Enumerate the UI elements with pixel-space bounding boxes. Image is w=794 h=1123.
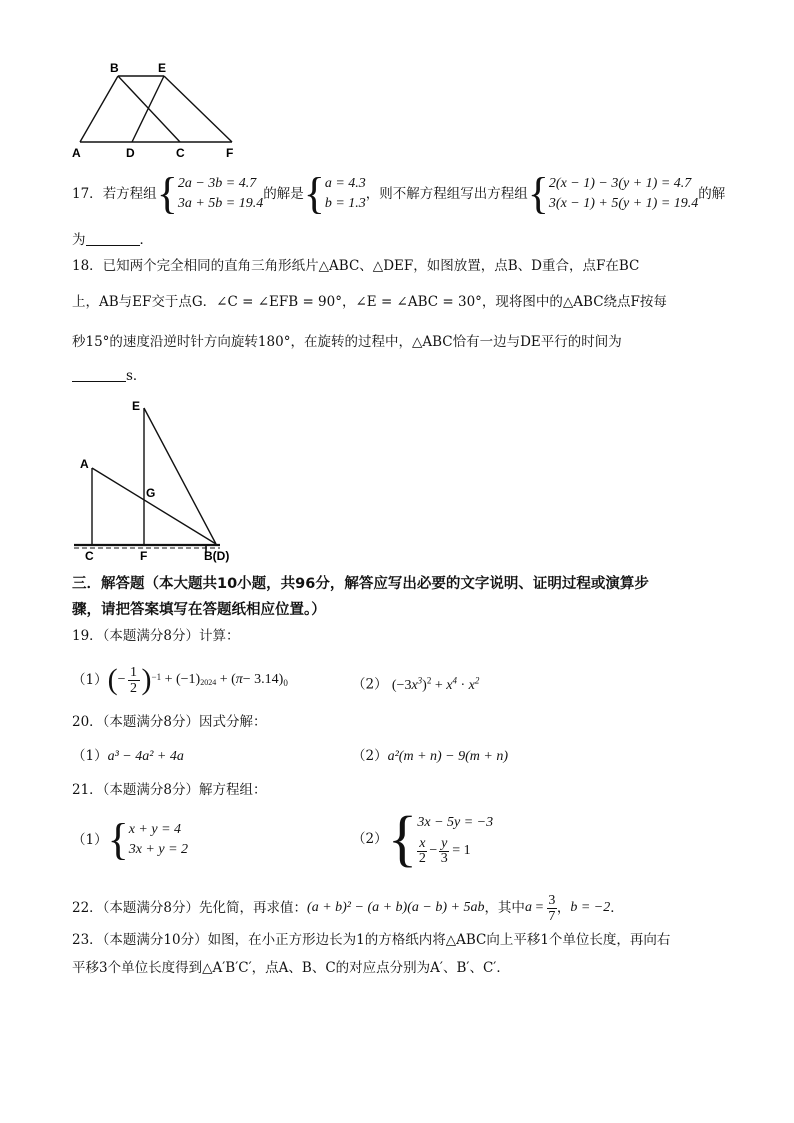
q17-system-2	[325, 174, 366, 214]
label-C: C	[85, 549, 94, 563]
q17-sys3-eq2: 3(x − 1) + 5(y + 1) = 19.4	[548, 196, 699, 211]
q17-text-3: ，则不解方程组写出方程组	[365, 186, 528, 202]
q17-text-5: 为	[72, 232, 86, 248]
q19-part-2-expression: $(-3x^3)^2 + x^4 \cdot x^2$	[391, 675, 480, 693]
q22-expression: (a + b)² − (a + b)(a − b) + 5ab	[307, 900, 485, 915]
label-BD: B(D)	[204, 549, 230, 563]
q17-sys3-eq1: 2(x − 1) − 3(y + 1) = 4.7	[548, 176, 692, 191]
label-E: E	[132, 399, 141, 413]
q17-sys2-eq1: a = 4.3	[324, 176, 366, 191]
figure-parallelograms	[70, 62, 250, 162]
label-G: G	[146, 486, 156, 500]
label-F: F	[140, 549, 148, 563]
question-17	[72, 169, 726, 218]
q19-heading: 19．（本题满分8分）计算：	[72, 628, 240, 644]
q22-text-3: ，	[556, 900, 571, 916]
q21-sys1-eq1: x + y = 4	[128, 822, 182, 837]
label-F: F	[226, 146, 234, 160]
q21-system-1	[129, 820, 188, 860]
q21-part-1	[72, 815, 189, 864]
q18-answer-blank[interactable]	[72, 367, 126, 382]
q21-sys2-eq2: x 2 − $\frac{y}{3}$ = 1	[418, 835, 471, 866]
q20-part-1-label: （1）	[72, 748, 108, 764]
q20-part-2-label: （2）	[352, 748, 388, 764]
q22-a-value: a = $\frac{3}{7}$	[524, 892, 556, 924]
q17-text-6: ．	[139, 232, 153, 248]
q21-part-2	[352, 805, 494, 873]
q22-text-1: 22．（本题满分8分）先化简，再求值：	[72, 900, 308, 916]
q17-answer-blank[interactable]	[86, 231, 140, 246]
section-3-heading-1: 三．解答题（本大题共10小题，共96分，解答应写出必要的文字说明、证明过程或演算步	[72, 576, 649, 592]
q17-text-1: 若方程组	[102, 186, 157, 202]
figure-right-triangles	[70, 394, 250, 564]
brace-icon: {	[387, 805, 418, 873]
q18-line-2: 上，AB与EF交于点G．∠C = ∠EFB = 90°，∠E = ∠ABC = 30°，现将图中的△ABC绕点F按每	[72, 294, 667, 310]
q17-system-1	[178, 174, 263, 214]
q21-heading: 21．（本题满分8分）解方程组：	[72, 782, 267, 798]
brace-icon: {	[303, 169, 325, 218]
q20-part-2-expression: a²(m + n) − 9(m + n)	[387, 749, 509, 764]
q19-part-1-expression: ( − $\frac{1}{2}$ ) $^{-1}$ + (−1) 2024 + ( π − 3.14) 0	[107, 663, 288, 696]
q19-part-2-label: （2）	[352, 676, 388, 693]
q17-text-2: 的解是	[263, 186, 304, 202]
label-A: A	[72, 146, 81, 160]
q19-part-1-label: （1）	[72, 672, 108, 688]
question-22	[72, 888, 624, 928]
q19-part-1	[72, 660, 288, 700]
q23-line-1: 23．（本题满分10分）如图，在小正方形边长为1的方格纸内将△ABC向上平移1个单位长度，再向右	[72, 932, 671, 948]
q17-text-4: 的解	[698, 186, 726, 202]
label-D: D	[126, 146, 135, 160]
q19-part-2	[352, 670, 479, 696]
q21-system-2	[417, 813, 493, 866]
q22-text-4: ．	[610, 900, 624, 916]
q22-b-value: b = −2	[570, 900, 611, 915]
q17-sys1-eq1: 2a − 3b = 4.7	[177, 176, 257, 191]
brace-icon: {	[156, 169, 178, 218]
q17-sys2-eq2: b = 1.3	[324, 196, 366, 211]
label-C: C	[176, 146, 185, 160]
label-E: E	[158, 62, 167, 75]
q17-sys1-eq2: 3a + 5b = 19.4	[177, 196, 264, 211]
q17-system-3	[549, 174, 698, 214]
q22-text-2: ，其中	[484, 900, 525, 916]
brace-icon: {	[527, 169, 549, 218]
q21-part-2-label: （2）	[352, 831, 388, 847]
section-3-heading-2: 骤，请把答案填写在答题纸相应位置。）	[72, 602, 326, 618]
q18-unit: s．	[126, 368, 147, 384]
q18-answer-line	[72, 366, 146, 386]
label-B: B	[110, 62, 119, 75]
q20-part-2	[352, 746, 508, 767]
q20-heading: 20．（本题满分8分）因式分解：	[72, 714, 267, 730]
q21-part-1-label: （1）	[72, 832, 108, 848]
q18-line-1: 18．已知两个完全相同的直角三角形纸片△ABC、△DEF，如图放置，点B、D重合，点F在BC	[72, 258, 640, 274]
q17-answer-line	[72, 230, 153, 250]
label-A: A	[80, 457, 89, 471]
q20-part-1	[72, 746, 184, 767]
q17-number: 17．	[72, 186, 103, 202]
q21-sys2-eq1: 3x − 5y = −3	[417, 814, 494, 830]
q23-line-2: 平移3个单位长度得到△A′B′C′，点A、B、C的对应点分别为A′、B′、C′．	[72, 960, 510, 976]
q21-sys1-eq2: 3x + y = 2	[128, 842, 189, 857]
q18-line-3: 秒15°的速度沿逆时针方向旋转180°，在旋转的过程中，△ABC恰有一边与DE平行的时间为	[72, 334, 622, 350]
q20-part-1-expression: a³ − 4a² + 4a	[107, 749, 184, 764]
brace-icon: {	[107, 815, 129, 864]
